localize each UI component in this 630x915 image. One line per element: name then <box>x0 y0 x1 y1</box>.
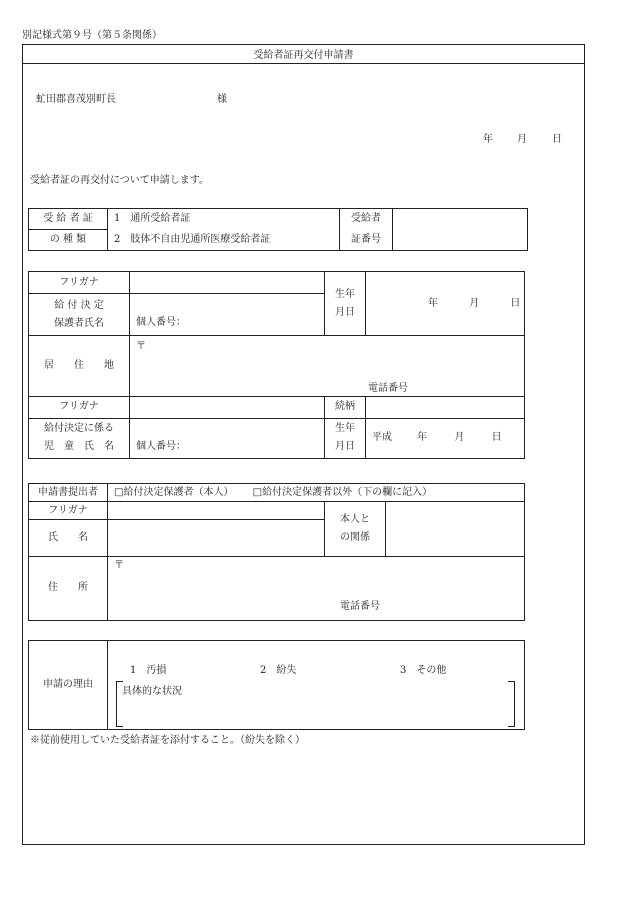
residence-postal: 〒 <box>136 341 146 353</box>
submitter-relation-field[interactable] <box>386 502 525 556</box>
submitter-label: 申請書提出者 <box>29 484 108 502</box>
form-code: 別記様式第９号（第５条関係） <box>22 30 162 41</box>
reason-bracket-right <box>508 681 515 727</box>
child-furigana-label: フリガナ <box>29 396 130 418</box>
submitter-option-self[interactable]: □給付決定保護者（本人） <box>114 486 234 498</box>
child-dob-field[interactable]: 平成 年 月 日 <box>366 418 525 458</box>
reason-option-loss[interactable]: 2 紛失 <box>260 665 297 676</box>
submitter-address-label: 住 所 <box>29 556 108 621</box>
submitter-phone-label: 電話番号 <box>340 600 380 612</box>
submitter-name-field[interactable] <box>108 520 325 556</box>
addressee-honorific: 様 <box>217 94 227 105</box>
title-divider <box>22 63 585 64</box>
cert-option-2[interactable]: 2 肢体不自由児通所医療受給者証 <box>108 230 340 251</box>
cert-type-label-1: 受 給 者 証 <box>29 209 108 230</box>
submitter-name-label: 氏 名 <box>29 520 108 556</box>
guardian-dob-label: 生年 月日 <box>325 272 366 336</box>
cert-type-label-2: の 種 類 <box>29 230 108 251</box>
submitter-option-other[interactable]: □給付決定保護者以外（下の欄に記入） <box>252 486 433 498</box>
cert-number-label-2: 証番号 <box>340 230 393 251</box>
reason-option-other[interactable]: 3 その他 <box>400 665 447 676</box>
cert-option-1[interactable]: 1 通所受給者証 <box>108 209 340 230</box>
guardian-furigana-field[interactable] <box>130 272 325 294</box>
reason-field[interactable] <box>108 641 525 730</box>
residence-field[interactable] <box>130 336 525 396</box>
submitter-table <box>28 483 525 621</box>
child-name-label: 給付決定に係る 児 童 氏 名 <box>29 418 130 458</box>
submitter-address-field[interactable] <box>108 556 525 621</box>
guardian-child-table <box>28 271 525 459</box>
submitter-options[interactable] <box>108 484 525 502</box>
submitter-relation-label: 本人と の関係 <box>325 502 386 556</box>
form-title: 受給者証再交付申請書 <box>253 50 354 61</box>
reason-table <box>28 640 525 730</box>
child-personal-number[interactable]: 個人番号： <box>130 418 325 458</box>
date-day: 日 <box>552 134 562 145</box>
intro-text: 受給者証の再交付について申請します。 <box>30 175 209 186</box>
guardian-name-label: 給 付 決 定 保護者氏名 <box>29 294 130 336</box>
cert-number-label-1: 受給者 <box>340 209 393 230</box>
child-dob-label: 生年 月日 <box>325 418 366 458</box>
reason-label: 申請の理由 <box>29 641 108 730</box>
guardian-personal-number[interactable]: 個人番号： <box>130 294 325 336</box>
guardian-furigana-label: フリガナ <box>29 272 130 294</box>
submitter-furigana-label: フリガナ <box>29 502 108 520</box>
certificate-type-table <box>28 208 528 251</box>
addressee: 虻田郡喜茂別町長 <box>36 94 116 105</box>
child-furigana-field[interactable] <box>130 396 325 418</box>
attachment-note: ※従前使用していた受給者証を添付すること。（紛失を除く） <box>30 735 305 746</box>
submitter-postal: 〒 <box>114 559 124 571</box>
reason-option-soil[interactable]: 1 汚損 <box>130 665 167 676</box>
residence-label: 居 住 地 <box>29 336 130 396</box>
date-year: 年 <box>483 134 493 145</box>
reason-detail-label: 具体的な状況 <box>122 686 182 697</box>
residence-phone-label: 電話番号 <box>368 383 408 395</box>
guardian-dob-field[interactable]: 年 月 日 <box>366 272 525 336</box>
date-month: 月 <box>517 134 527 145</box>
cert-number-field[interactable] <box>393 209 528 251</box>
child-relation-label: 続柄 <box>325 396 366 418</box>
child-relation-field[interactable] <box>366 396 525 418</box>
submitter-furigana-field[interactable] <box>108 502 325 520</box>
